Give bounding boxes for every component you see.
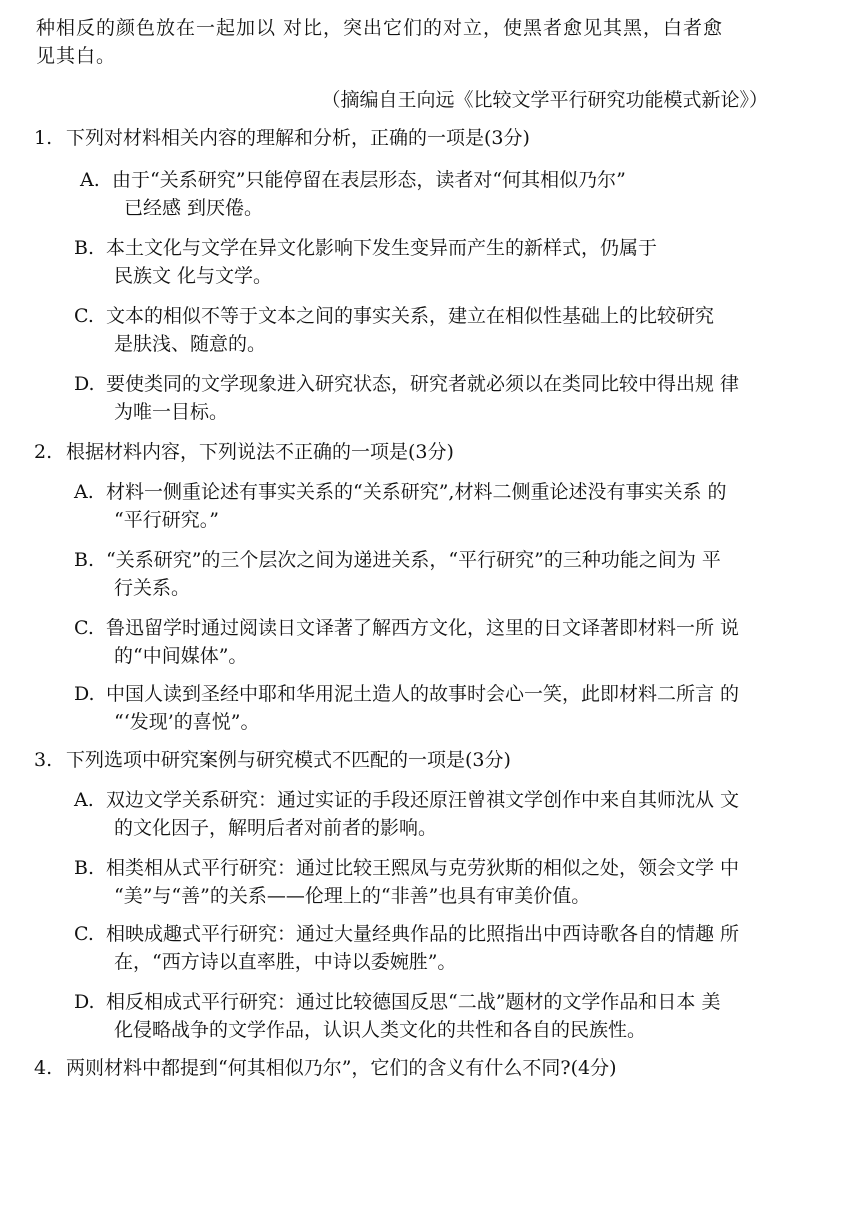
question-3-option-d <box>74 988 774 1044</box>
intro-line-1: 种相反的颜色放在一起加以 对比，突出它们的对立，使黑者愈见其黑，白者愈 <box>36 17 724 39</box>
option-letter: B. <box>74 237 95 259</box>
option-text: 本土文化与文学在异文化影响下发生变异而产生的新样式，仍属于 <box>106 237 658 259</box>
option-text: 材料一侧重论述有事实关系的“关系研究”,材料二侧重论述没有事实关系 的 <box>106 481 727 503</box>
question-stem: 根据材料内容，下列说法不正确的一项是(3分) <box>66 441 454 463</box>
option-text: 由于“关系研究”只能停留在表层形态，读者对“何其相似乃尔” <box>112 169 626 191</box>
option-text-cont: 是肤浅、随意的。 <box>114 333 267 355</box>
intro-line-2: 见其白。 <box>36 45 117 67</box>
question-1-option-d <box>74 370 774 426</box>
option-text-cont: “美”与“善”的关系——伦理上的“非善”也具有审美价值。 <box>114 885 591 907</box>
intro-paragraph <box>36 14 826 70</box>
option-letter: B. <box>74 549 95 571</box>
option-text-cont: 化侵略战争的文学作品，认识人类文化的共性和各自的民族性。 <box>114 1019 647 1041</box>
option-text-cont: “平行研究。” <box>114 509 219 531</box>
question-2 <box>34 438 824 466</box>
question-1-option-b <box>74 234 774 290</box>
option-letter: A. <box>80 169 100 191</box>
option-letter: C. <box>74 305 94 327</box>
option-text-cont: 的文化因子，解明后者对前者的影响。 <box>114 817 438 839</box>
question-1-option-a <box>80 166 780 222</box>
option-text: 相反相成式平行研究：通过比较德国反思“二战”题材的文学作品和日本 美 <box>106 991 721 1013</box>
question-stem: 下列对材料相关内容的理解和分析，正确的一项是(3分) <box>66 127 530 149</box>
option-text-cont: 在，“西方诗以直率胜，中诗以委婉胜”。 <box>114 951 457 973</box>
question-1-option-c <box>74 302 774 358</box>
option-letter: B. <box>74 857 95 879</box>
question-number: 1. <box>34 127 53 149</box>
option-text-cont: 已经感 到厌倦。 <box>124 197 264 219</box>
option-letter: D. <box>74 683 95 705</box>
question-1 <box>34 124 824 152</box>
question-stem: 下列选项中研究案例与研究模式不匹配的一项是(3分) <box>66 749 511 771</box>
option-text: 相类相从式平行研究：通过比较王熙凤与克劳狄斯的相似之处，领会文学 中 <box>106 857 740 879</box>
option-text: “关系研究”的三个层次之间为递进关系，“平行研究”的三种功能之间为 平 <box>106 549 721 571</box>
option-text: 鲁迅留学时通过阅读日文译著了解西方文化，这里的日文译著即材料一所 说 <box>106 617 740 639</box>
question-stem: 两则材料中都提到“何其相似乃尔”，它们的含义有什么不同?(4分) <box>66 1057 617 1079</box>
option-text: 中国人读到圣经中耶和华用泥土造人的故事时会心一笑，此即材料二所言 的 <box>106 683 740 705</box>
question-3-option-c <box>74 920 774 976</box>
option-letter: D. <box>74 991 95 1013</box>
option-text-cont: 行关系。 <box>114 577 191 599</box>
question-3-option-a <box>74 786 774 842</box>
option-letter: C. <box>74 923 94 945</box>
option-text: 双边文学关系研究：通过实证的手段还原汪曾祺文学创作中来自其师沈从 文 <box>106 789 740 811</box>
question-4 <box>34 1054 824 1082</box>
option-text-cont: 的“中间媒体”。 <box>114 645 248 667</box>
question-2-option-a <box>74 478 774 534</box>
question-2-option-c <box>74 614 774 670</box>
option-letter: D. <box>74 373 95 395</box>
option-text-cont: 民族文 化与文学。 <box>114 265 273 287</box>
source-citation: （摘编自王向远《比较文学平行研究功能模式新论》） <box>321 89 768 111</box>
question-3-option-b <box>74 854 774 910</box>
option-letter: A. <box>74 481 94 503</box>
question-number: 4. <box>34 1057 53 1079</box>
option-text: 要使类同的文学现象进入研究状态，研究者就必须以在类同比较中得出规 律 <box>106 373 740 395</box>
question-3 <box>34 746 824 774</box>
option-text-cont: 为唯一目标。 <box>114 401 229 423</box>
question-2-option-d <box>74 680 774 736</box>
question-number: 2. <box>34 441 53 463</box>
option-letter: C. <box>74 617 94 639</box>
option-text: 文本的相似不等于文本之间的事实关系，建立在相似性基础上的比较研究 <box>106 305 715 327</box>
option-text: 相映成趣式平行研究：通过大量经典作品的比照指出中西诗歌各自的情趣 所 <box>106 923 740 945</box>
question-2-option-b <box>74 546 774 602</box>
option-text-cont: “‘发现’的喜悦”。 <box>114 711 260 733</box>
option-letter: A. <box>74 789 94 811</box>
question-number: 3. <box>34 749 53 771</box>
